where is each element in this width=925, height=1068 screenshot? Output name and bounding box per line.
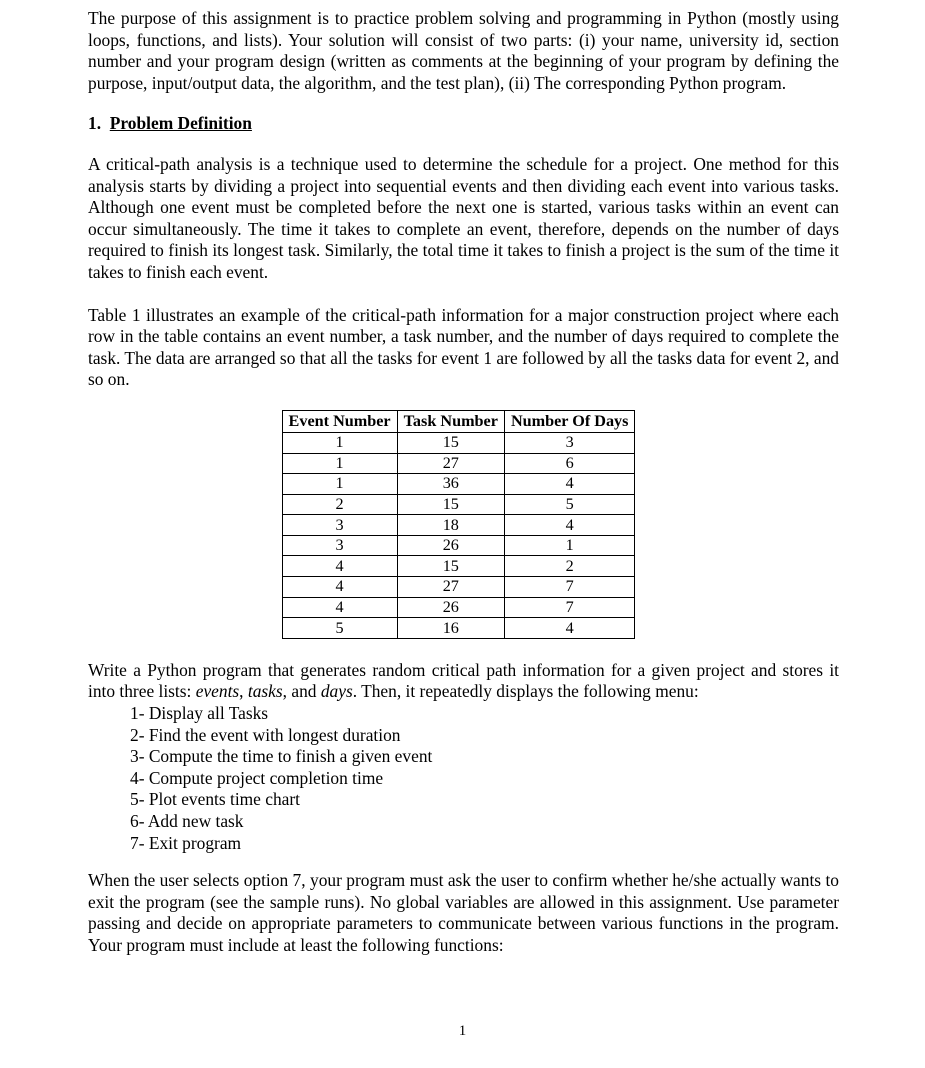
table-description-paragraph: Table 1 illustrates an example of the critical-path information for a major construction project where each row in the table contains an event number, a task number, and the number of days required to complete the task. The data are arranged so that all the tasks for event 1 are followed by all the tasks data for event 2, and so on.	[88, 304, 839, 390]
cell-days: 5	[504, 494, 635, 515]
cell-task: 26	[397, 535, 504, 556]
section-number: 1.	[88, 113, 102, 134]
days-list-name: days	[320, 681, 353, 702]
table-row	[282, 556, 635, 577]
table-row	[282, 618, 635, 639]
cell-task: 36	[397, 474, 504, 495]
tasks-list-name: tasks	[247, 681, 283, 702]
header-event-number: Event Number	[282, 410, 397, 432]
table-row	[282, 535, 635, 556]
table-row	[282, 597, 635, 618]
sep-1: ,	[239, 681, 248, 702]
cell-task: 18	[397, 515, 504, 536]
cell-task: 26	[397, 597, 504, 618]
cell-days: 4	[504, 474, 635, 495]
cell-task: 16	[397, 618, 504, 639]
program-text-before: Write a Python program that generates random critical path information for a given project and stores it into three lists:	[88, 659, 839, 702]
critical-path-table	[282, 410, 636, 639]
cell-days: 4	[504, 618, 635, 639]
table-row	[282, 474, 635, 495]
table-row	[282, 515, 635, 536]
header-number-of-days: Number Of Days	[504, 410, 635, 432]
menu-item: 7- Exit program	[130, 832, 242, 853]
menu-item: 5- Plot events time chart	[130, 789, 301, 810]
section-title: Problem Definition	[109, 113, 252, 134]
menu-item: 3- Compute the time to finish a given event	[130, 746, 433, 767]
cell-days: 7	[504, 577, 635, 598]
cell-event: 3	[282, 535, 397, 556]
document-page	[88, 8, 839, 957]
events-list-name: events	[195, 681, 240, 702]
cell-days: 1	[504, 535, 635, 556]
cell-task: 15	[397, 494, 504, 515]
program-description-paragraph	[88, 660, 839, 703]
menu-item: 4- Compute project completion time	[130, 767, 384, 788]
cell-event: 1	[282, 474, 397, 495]
exit-requirements-paragraph: When the user selects option 7, your program must ask the user to confirm whether he/she actually wants to exit the program (see the sample runs). No global variables are allowed in this assignment. Use parameter passing and decide on appropriate parameters to communicate between various functions in the program. Your program must include at least the following functions:	[88, 870, 839, 955]
table-row	[282, 577, 635, 598]
cell-days: 3	[504, 432, 635, 453]
table-row	[282, 432, 635, 453]
sep-2: , and	[282, 681, 321, 702]
cell-days: 7	[504, 597, 635, 618]
critical-path-paragraph: A critical-path analysis is a technique used to determine the schedule for a project. One method for this analysis starts by dividing a project into sequential events and then dividing each event into various tasks. Although one event must be completed before the next one is started, various tasks within an event can occur simultaneously. The time it takes to complete an event, therefore, depends on the number of days required to finish its longest task. Similarly, the total time it takes to finish a project is the sum of the time it takes to finish each event.	[88, 153, 839, 282]
menu-item: 1- Display all Tasks	[130, 703, 269, 724]
cell-days: 6	[504, 453, 635, 474]
cell-task: 15	[397, 556, 504, 577]
program-text-after: . Then, it repeatedly displays the following menu:	[352, 681, 699, 702]
intro-paragraph: The purpose of this assignment is to practice problem solving and programming in Python (mostly using loops, functions, and lists). Your solution will consist of two parts: (i) your name, university id, section number and your program design (written as comments at the beginning of your program by defining the purpose, input/output data, the algorithm, and the test plan), (ii) The corresponding Python program.	[88, 8, 839, 93]
table-row	[282, 453, 635, 474]
cell-event: 3	[282, 515, 397, 536]
table-row	[282, 494, 635, 515]
cell-event: 1	[282, 432, 397, 453]
cell-task: 27	[397, 453, 504, 474]
cell-event: 4	[282, 597, 397, 618]
cell-event: 5	[282, 618, 397, 639]
cell-task: 15	[397, 432, 504, 453]
header-task-number: Task Number	[397, 410, 504, 432]
page-number: 1	[458, 1023, 467, 1039]
cell-event: 2	[282, 494, 397, 515]
cell-task: 27	[397, 577, 504, 598]
cell-days: 2	[504, 556, 635, 577]
cell-days: 4	[504, 515, 635, 536]
table-container	[88, 410, 839, 639]
cell-event: 4	[282, 577, 397, 598]
menu-item: 6- Add new task	[130, 811, 244, 831]
section-heading	[88, 113, 839, 135]
menu-list	[130, 703, 839, 854]
cell-event: 4	[282, 556, 397, 577]
table-header-row	[282, 410, 635, 432]
cell-event: 1	[282, 453, 397, 474]
menu-item: 2- Find the event with longest duration	[130, 724, 401, 745]
